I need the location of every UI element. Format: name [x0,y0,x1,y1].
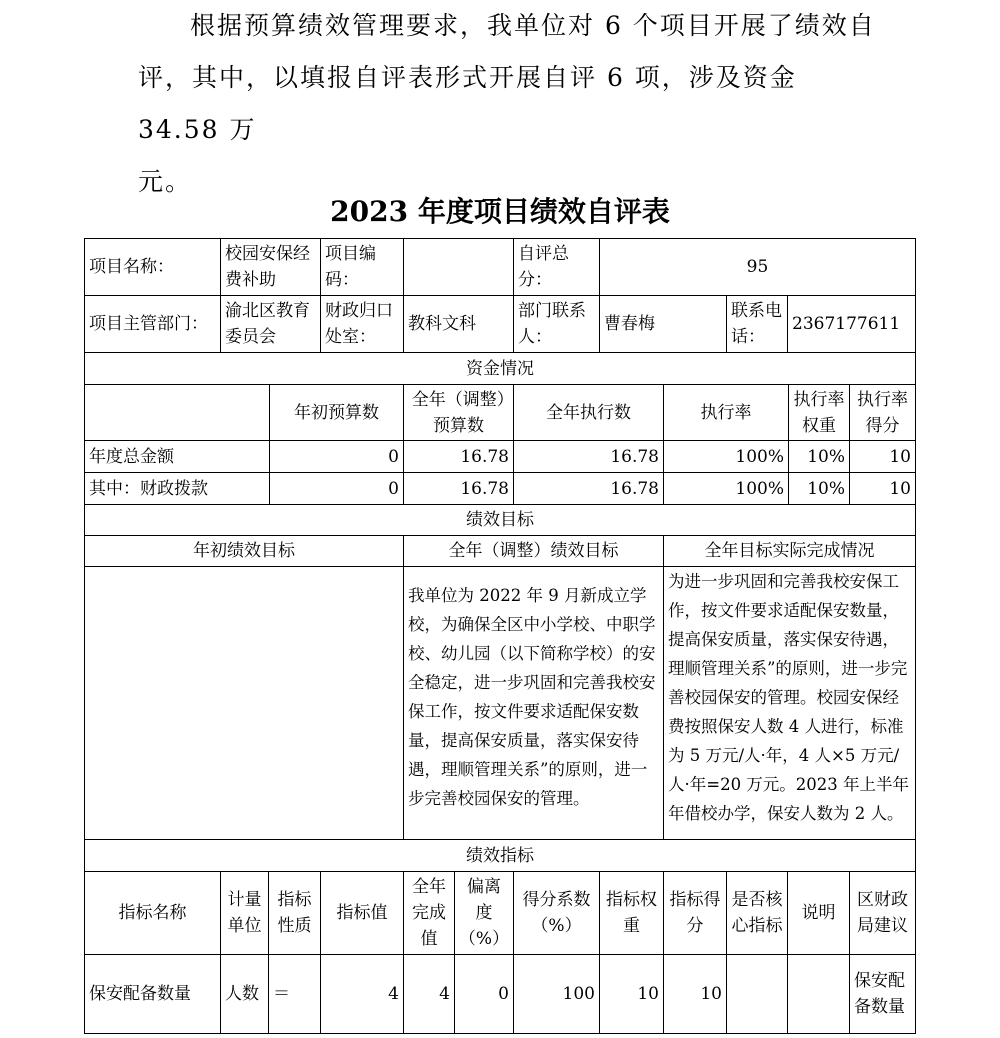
goals-actual-text [663,566,916,840]
intro-line-1: 根据预算绩效管理要求，我单位对 6 个项目开展了绩效自 [190,11,876,40]
ind-col-name: 指标名称 [84,871,221,955]
funds-cell: 100% [663,472,789,505]
ind-col-deviation: 偏离度（%） [454,871,514,955]
funds-cell: 10% [788,472,850,505]
ind-col-score: 指标得分 [663,871,727,955]
ind-cell-weight: 10 [599,954,664,1034]
ind-col-suggestion: 区财政局建议 [849,871,916,955]
indicators-section-title: 绩效指标 [84,839,916,872]
ind-cell-coefficient: 100 [513,954,600,1034]
goals-actual-content: 为进一步巩固和完善我校安保工作，按文件要求适配保安数量，提高保安质量，落实保安待遇，理顺管理关系”的原则，进一步完善校园保安的管理。校园安保经费按照保安人数 4 人进行，标准为 5 万元/人·年，4 人×5 万元/人·年=20 万元。2023 年上半年年借校办学，保安人数为 2 人。 [668,572,910,823]
funds-cell: 16.78 [403,440,514,473]
ind-col-note: 说明 [787,871,850,955]
funds-col-weight: 执行率权重 [788,384,850,441]
score-value: 95 [599,238,916,296]
funds-col-score: 执行率得分 [849,384,916,441]
funds-cell: 10% [788,440,850,473]
ind-cell-completed: 4 [403,954,455,1034]
ind-cell-name: 保安配备数量 [84,954,221,1034]
ind-col-core: 是否核心指标 [726,871,788,955]
ind-cell-deviation: 0 [454,954,514,1034]
ind-cell-core [726,954,788,1034]
contact-label: 部门联系人： [513,295,600,353]
funds-cell: 0 [269,472,404,505]
project-name-label: 项目名称： [84,238,221,296]
ind-col-coefficient: 得分系数（%） [513,871,600,955]
project-code-label: 项目编码： [320,238,404,296]
funds-cell: 100% [663,440,789,473]
finance-value: 教科文科 [403,295,514,353]
funds-cell: 10 [849,472,916,505]
goals-col-actual: 全年目标实际完成情况 [663,535,916,567]
ind-cell-note [787,954,850,1034]
ind-col-completed: 全年完成值 [403,871,455,955]
table-title: 2023 年度项目绩效自评表 [330,195,670,228]
goals-section-title: 绩效目标 [84,504,916,536]
funds-cell: 10 [849,440,916,473]
ind-cell-value: 4 [320,954,404,1034]
funds-header-blank [84,384,270,441]
funds-col-adjusted: 全年（调整）预算数 [403,384,514,441]
ind-col-weight: 指标权重 [599,871,664,955]
funds-cell: 16.78 [513,472,664,505]
funds-cell: 16.78 [403,472,514,505]
ind-cell-unit: 人数 [220,954,269,1034]
score-label: 自评总分： [513,238,600,296]
ind-col-nature: 指标性质 [268,871,321,955]
dept-value: 渝北区教育委员会 [220,295,321,353]
goals-adjusted-text [403,566,664,840]
phone-label: 联系电话： [726,295,788,353]
ind-cell-nature: ＝ [268,954,321,1034]
intro-line-2: 评，其中，以填报自评表形式开展自评 6 项，涉及资金 34.58 万 [138,63,797,144]
funds-row-label: 年度总金额 [84,440,270,473]
goals-adjusted-content: 我单位为 2022 年 9 月新成立学校，为确保全区中小学校、中职学校、幼儿园（以下简称学校）的安全稳定，进一步巩固和完善我校安保工作，按文件要求适配保安数量，提高保安质量，落实保安待遇，理顺管理关系”的原则，进一步完善校园保安的管理。 [408,586,656,808]
funds-section-title: 资金情况 [84,352,916,385]
funds-row-label: 其中：财政拨款 [84,472,270,505]
goals-col-initial: 年初绩效目标 [84,535,404,567]
finance-label: 财政归口处室： [320,295,404,353]
ind-cell-suggestion: 保安配备数量 [849,954,916,1034]
funds-cell: 16.78 [513,440,664,473]
goals-initial-text [84,566,404,840]
intro-paragraph [138,0,888,208]
phone-value: 2367177611 [787,295,916,353]
funds-col-executed: 全年执行数 [513,384,664,441]
goals-col-adjusted: 全年（调整）绩效目标 [403,535,664,567]
ind-col-value: 指标值 [320,871,404,955]
funds-cell: 0 [269,440,404,473]
project-code-value [403,238,514,296]
dept-label: 项目主管部门： [84,295,221,353]
ind-cell-score: 10 [663,954,727,1034]
funds-col-initial: 年初预算数 [269,384,404,441]
funds-col-rate: 执行率 [663,384,789,441]
ind-col-unit: 计量单位 [220,871,269,955]
contact-value: 曹春梅 [599,295,727,353]
intro-line-3: 元。 [138,167,193,196]
project-name-value: 校园安保经费补助 [220,238,321,296]
